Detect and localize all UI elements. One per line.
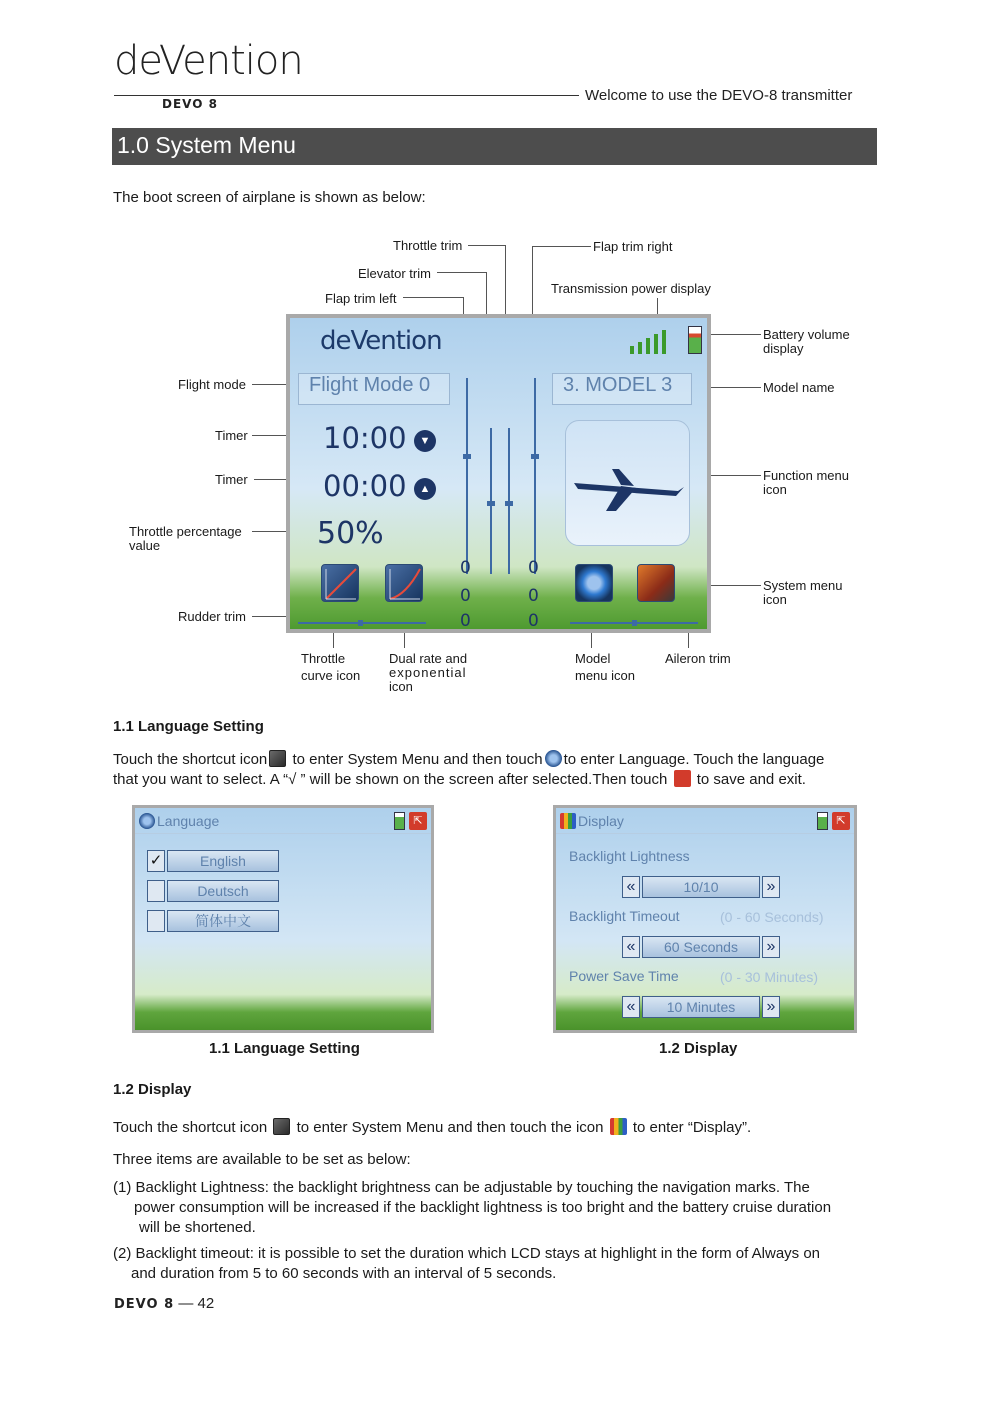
display-item-2-line-1: (2) Backlight timeout: it is possible to set the duration which LCD stays at highlight in the form of Always on (113, 1245, 821, 1262)
timer-down-icon[interactable]: ▼ (414, 430, 436, 452)
language-paragraph-1: Touch the shortcut icon to enter System Menu and then touch to enter Language. Touch the language (113, 751, 825, 768)
display-item-1-line-2: power consumption will be increased if the backlight lightness is too bright and the battery cruise duration (134, 1199, 832, 1216)
flap-trim-left-bar[interactable] (466, 378, 468, 574)
footer-model: DEVO 8 (114, 1297, 175, 1312)
display-screen (553, 805, 857, 1033)
power-save-value: 10 Minutes (642, 996, 760, 1018)
callout-timer-b: Timer (215, 472, 248, 487)
model-menu-icon[interactable] (575, 564, 613, 602)
callout-function-menu-2: icon (763, 482, 787, 497)
checkbox-deutsch[interactable] (147, 880, 165, 902)
battery-icon (688, 326, 702, 354)
callout-flap-trim-left: Flap trim left (325, 291, 397, 306)
system-menu-icon[interactable] (637, 564, 675, 602)
display-item-1-line-3: will be shortened. (139, 1219, 256, 1236)
screen-logo: deVention (320, 326, 442, 356)
callout-system-menu-1: System menu (763, 578, 843, 593)
callout-dual-rate-2: exponential (389, 665, 467, 680)
system-shortcut-icon (269, 750, 286, 767)
trim-value: 0 (460, 558, 471, 578)
brand-logo: deVention (114, 38, 303, 84)
callout-model-menu-2: menu icon (575, 668, 635, 683)
backlight-lightness-label: Backlight Lightness (569, 848, 690, 864)
callout-dual-rate-1: Dual rate and (389, 651, 468, 666)
battery-icon (394, 812, 405, 830)
trim-value: 0 (528, 611, 539, 631)
callout-model-name: Model name (763, 380, 835, 395)
timeout-increase-button[interactable]: » (762, 936, 780, 958)
trim-marker (632, 620, 637, 626)
callout-timer-a: Timer (215, 428, 248, 443)
language-globe-icon (545, 750, 562, 767)
leader-line (468, 245, 506, 246)
callout-transmission-power: Transmission power display (551, 281, 711, 296)
checkbox-english[interactable]: ✓ (147, 850, 165, 872)
battery-icon (817, 812, 828, 830)
throttle-percentage: 50% (317, 516, 384, 551)
header-rule (114, 95, 579, 96)
language-option-chinese[interactable]: 简体中文 (167, 910, 279, 932)
trim-marker (487, 501, 495, 506)
callout-function-menu-1: Function menu (763, 468, 849, 483)
power-save-range: (0 - 30 Minutes) (720, 969, 819, 985)
callout-model-menu-1: Model (575, 651, 611, 666)
trim-marker (358, 620, 363, 626)
timeout-value: 60 Seconds (642, 936, 760, 958)
trim-marker (531, 454, 539, 459)
screen-title: Language (157, 813, 220, 829)
language-heading: 1.1 Language Setting (113, 718, 264, 735)
signal-strength-icon (628, 328, 678, 354)
callout-system-menu-2: icon (763, 592, 787, 607)
airplane-icon (566, 421, 691, 547)
display-paragraph-1: Touch the shortcut icon to enter System Menu and then touch the icon to enter “Display”. (113, 1119, 752, 1136)
leader-line (708, 334, 761, 335)
callout-dual-rate-3: icon (389, 679, 413, 694)
lightness-increase-button[interactable]: » (762, 876, 780, 898)
dual-rate-icon[interactable] (385, 564, 423, 602)
section-title: 1.0 System Menu (112, 128, 877, 165)
backlight-timeout-label: Backlight Timeout (569, 908, 680, 924)
lightness-value: 10/10 (642, 876, 760, 898)
callout-throttle-curve-2: curve icon (301, 668, 361, 683)
function-menu-icon[interactable] (565, 420, 690, 546)
timer-up-icon[interactable]: ▲ (414, 478, 436, 500)
display-item-1-line-1: (1) Backlight Lightness: the backlight brightness can be adjustable by touching the navigation marks. The (113, 1179, 810, 1196)
leader-line (437, 272, 487, 273)
callout-battery-1: Battery volume (763, 327, 850, 342)
power-save-decrease-button[interactable]: « (622, 996, 640, 1018)
intro-text: The boot screen of airplane is shown as below: (113, 189, 426, 206)
expo-icon (386, 565, 424, 603)
display-icon (610, 1118, 627, 1135)
header-welcome: Welcome to use the DEVO-8 transmitter (585, 87, 853, 104)
screen-title: Display (578, 813, 624, 829)
globe-icon (139, 813, 155, 829)
language-paragraph-2: that you want to select. A “√ ” will be shown on the screen after selected.Then touch to save and exit. (113, 771, 806, 788)
callout-flap-trim-right: Flap trim right (593, 239, 673, 254)
boot-screen (286, 314, 711, 633)
callout-aileron-trim: Aileron trim (665, 651, 731, 666)
display-caption: 1.2 Display (659, 1040, 738, 1057)
trim-value: 0 (528, 586, 539, 606)
flap-trim-right-bar[interactable] (534, 378, 536, 574)
exit-icon[interactable]: ⇱ (832, 812, 850, 830)
leader-line (532, 246, 591, 247)
language-option-deutsch[interactable]: Deutsch (167, 880, 279, 902)
language-screen (132, 805, 434, 1033)
display-item-2-line-2: and duration from 5 to 60 seconds with an interval of 5 seconds. (131, 1265, 557, 1282)
timer-2[interactable]: 00:00 (323, 469, 407, 503)
trim-value: 0 (460, 611, 471, 631)
checkbox-chinese[interactable] (147, 910, 165, 932)
trim-value: 0 (460, 586, 471, 606)
callout-elevator-trim: Elevator trim (358, 266, 431, 281)
leader-line (403, 297, 463, 298)
callout-throttle-pct-2: value (129, 538, 161, 553)
page-footer (114, 1295, 214, 1312)
throttle-curve-icon[interactable] (321, 564, 359, 602)
system-shortcut-icon (273, 1118, 290, 1135)
exit-icon[interactable]: ⇱ (409, 812, 427, 830)
language-option-english[interactable]: English (167, 850, 279, 872)
timeout-decrease-button[interactable]: « (622, 936, 640, 958)
callout-battery-2: display (763, 341, 804, 356)
display-icon (560, 813, 576, 829)
page-number: — 42 (178, 1295, 215, 1312)
flight-mode-box[interactable]: Flight Mode 0 (298, 373, 450, 405)
lightness-decrease-button[interactable]: « (622, 876, 640, 898)
curve-icon (322, 565, 360, 603)
power-save-increase-button[interactable]: » (762, 996, 780, 1018)
brand-model: DEVO 8 (162, 97, 218, 111)
display-heading: 1.2 Display (113, 1081, 192, 1098)
callout-throttle-trim: Throttle trim (393, 238, 463, 253)
trim-value: 0 (528, 558, 539, 578)
timeout-range: (0 - 60 Seconds) (720, 909, 824, 925)
callout-rudder-trim: Rudder trim (178, 609, 246, 624)
model-name-box[interactable]: 3. MODEL 3 (552, 373, 692, 405)
language-caption: 1.1 Language Setting (209, 1040, 360, 1057)
callout-flight-mode: Flight mode (178, 377, 246, 392)
timer-1[interactable]: 10:00 (323, 421, 407, 455)
trim-marker (463, 454, 471, 459)
callout-throttle-curve-1: Throttle (301, 651, 346, 666)
trim-marker (505, 501, 513, 506)
display-paragraph-2: Three items are available to be set as below: (113, 1151, 411, 1168)
exit-icon (674, 770, 691, 787)
power-save-label: Power Save Time (569, 968, 679, 984)
callout-throttle-pct-1: Throttle percentage (129, 524, 242, 539)
